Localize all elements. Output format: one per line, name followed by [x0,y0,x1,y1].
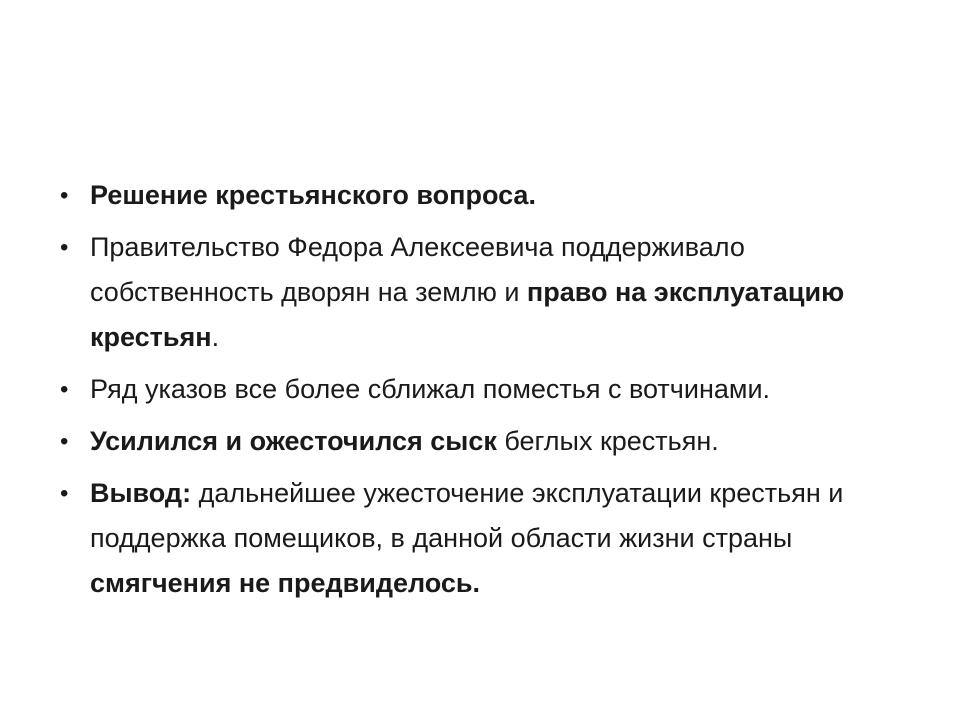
bullet-item [60,367,920,412]
bullet-text-bold: Вывод: [90,478,192,508]
bullet-text: . [211,322,220,352]
bullet-text: Ряд указов все более сближал поместья с вотчинами. [90,374,771,404]
bullet-list [60,173,920,613]
bullet-text-bold: смягчения не предвиделось. [90,568,481,598]
bullet-item [60,225,920,360]
bullet-text: дальнейшее ужесточение эксплуатации крестьян и поддержка помещиков, в данной области жизни страны [90,478,844,553]
bullet-text-bold: Усилился и ожесточился сыск [90,426,497,456]
bullet-item [60,173,920,218]
bullet-text-bold: Решение крестьянского вопроса. [90,180,536,210]
bullet-item [60,471,920,606]
bullet-text: Правительство Федора Алексеевича поддерживало собственность дворян на землю и [90,232,745,307]
bullet-item [60,419,920,464]
bullet-text: беглых крестьян. [496,426,719,456]
bullet-text-bold: право на эксплуатацию крестьян [90,277,845,352]
